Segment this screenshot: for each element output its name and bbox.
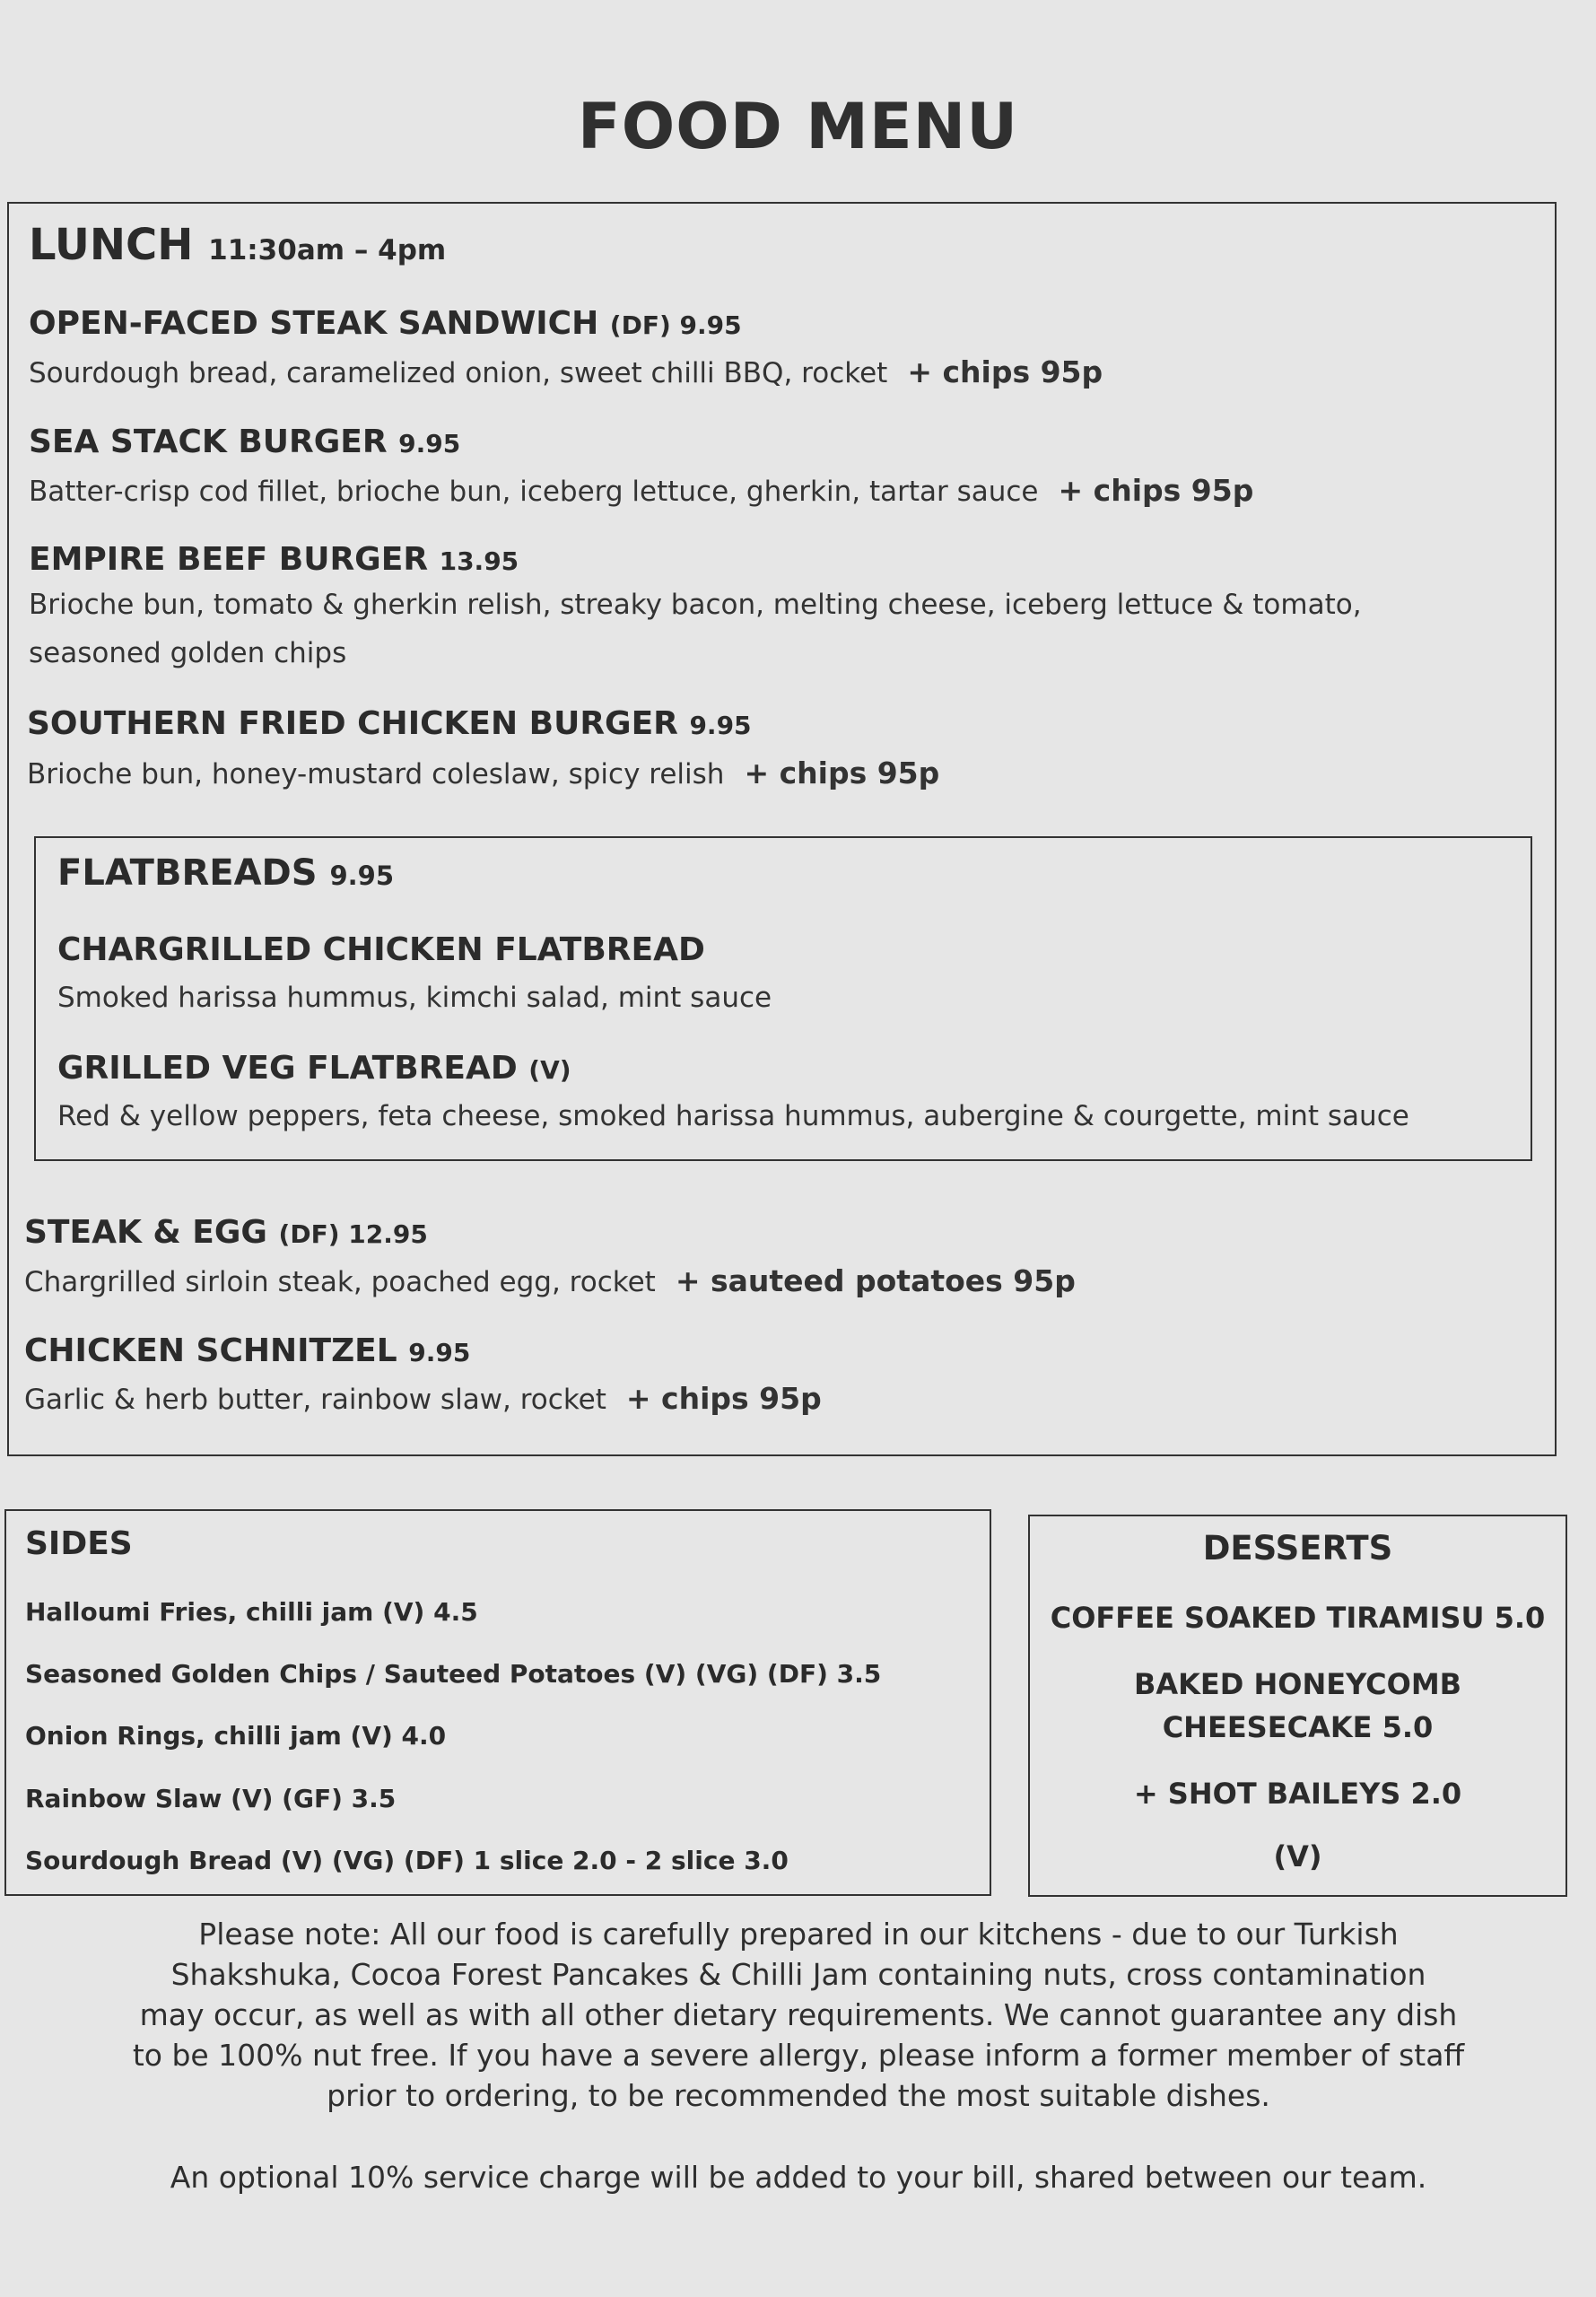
menu-item-price: 13.95 <box>439 546 519 576</box>
menu-item-extra: + chips 95p <box>744 755 940 790</box>
desserts-heading: DESSERTS <box>1202 1529 1393 1568</box>
sides-heading: SIDES <box>25 1525 133 1562</box>
page-title: FOOD MENU <box>577 90 1019 163</box>
allergy-notice: Please note: All our food is carefully prepared in our kitchens - due to our Turkish Shakshuka, Cocoa Forest Pancakes & Chilli Jam containing nuts, cross contamination may occur, as well as with all other dietary requirements. We cannot guarantee any dish to be 100% nut free. If you have a severe allergy, please inform a former member of staff prior to ordering, to be recommended the most suitable dishes. <box>132 1917 1465 2113</box>
flatbreads-price: 9.95 <box>329 860 395 891</box>
menu-item-name: OPEN-FACED STEAK SANDWICH (DF) 9.95 <box>29 305 742 342</box>
dessert-item: CHEESECAKE 5.0 <box>1162 1710 1434 1744</box>
menu-item-tag: (V) <box>528 1055 571 1085</box>
menu-item-extra: + chips 95p <box>907 354 1103 389</box>
service-charge-notice: An optional 10% service charge will be added to your bill, shared between our team. <box>170 2160 1427 2195</box>
menu-item-name: GRILLED VEG FLATBREAD (V) <box>57 1050 571 1087</box>
menu-item-name: SEA STACK BURGER 9.95 <box>29 424 461 460</box>
menu-item-name: CHICKEN SCHNITZEL 9.95 <box>24 1332 471 1369</box>
dessert-addon: + SHOT BAILEYS 2.0 <box>1133 1777 1462 1811</box>
dessert-item: BAKED HONEYCOMB <box>1133 1667 1462 1701</box>
menu-item-extra: + chips 95p <box>1058 473 1254 508</box>
menu-item-price: (DF) 12.95 <box>278 1219 428 1249</box>
menu-item-extra: + chips 95p <box>625 1381 822 1416</box>
menu-item-desc: Garlic & herb butter, rainbow slaw, rocket + chips 95p <box>24 1381 822 1416</box>
menu-item-desc: Red & yellow peppers, feta cheese, smoked harissa hummus, aubergine & courgette, mint sauce <box>57 1100 1409 1132</box>
menu-item-name: STEAK & EGG (DF) 12.95 <box>24 1214 428 1251</box>
lunch-hours: 11:30am – 4pm <box>208 234 447 266</box>
menu-item-price: 9.95 <box>408 1338 471 1367</box>
menu-item-desc: Sourdough bread, caramelized onion, sweet chilli BBQ, rocket + chips 95p <box>29 354 1103 389</box>
side-item: Sourdough Bread (V) (VG) (DF) 1 slice 2.0 - 2 slice 3.0 <box>25 1846 789 1875</box>
side-item: Seasoned Golden Chips / Sauteed Potatoes (V) (VG) (DF) 3.5 <box>25 1659 882 1689</box>
menu-item-extra: + sauteed potatoes 95p <box>675 1263 1076 1298</box>
side-item: Rainbow Slaw (V) (GF) 3.5 <box>25 1784 397 1813</box>
menu-item-price: 9.95 <box>398 429 461 459</box>
menu-item-desc: Brioche bun, tomato & gherkin relish, streaky bacon, melting cheese, iceberg lettuce & tomato, <box>29 589 1362 621</box>
menu-item-desc: seasoned golden chips <box>29 637 347 669</box>
dessert-tag: (V) <box>1273 1839 1322 1873</box>
lunch-heading: LUNCH 11:30am – 4pm <box>29 220 447 270</box>
menu-item-desc: Chargrilled sirloin steak, poached egg, rocket + sauteed potatoes 95p <box>24 1263 1076 1298</box>
dessert-item: COFFEE SOAKED TIRAMISU 5.0 <box>1050 1601 1546 1635</box>
menu-item-name: CHARGRILLED CHICKEN FLATBREAD <box>57 931 705 968</box>
menu-item-desc: Brioche bun, honey-mustard coleslaw, spicy relish + chips 95p <box>27 755 940 790</box>
menu-item-name: EMPIRE BEEF BURGER 13.95 <box>29 541 519 578</box>
menu-item-name: SOUTHERN FRIED CHICKEN BURGER 9.95 <box>27 705 752 742</box>
sides-section <box>4 1509 991 1896</box>
flatbreads-heading: FLATBREADS 9.95 <box>57 852 395 894</box>
side-item: Onion Rings, chilli jam (V) 4.0 <box>25 1721 447 1751</box>
menu-item-desc: Smoked harissa hummus, kimchi salad, mint sauce <box>57 982 772 1014</box>
side-item: Halloumi Fries, chilli jam (V) 4.5 <box>25 1597 478 1627</box>
menu-item-desc: Batter-crisp cod fillet, brioche bun, iceberg lettuce, gherkin, tartar sauce + chips 95p <box>29 473 1254 508</box>
menu-item-price: (DF) 9.95 <box>609 310 742 340</box>
menu-item-price: 9.95 <box>689 711 752 740</box>
